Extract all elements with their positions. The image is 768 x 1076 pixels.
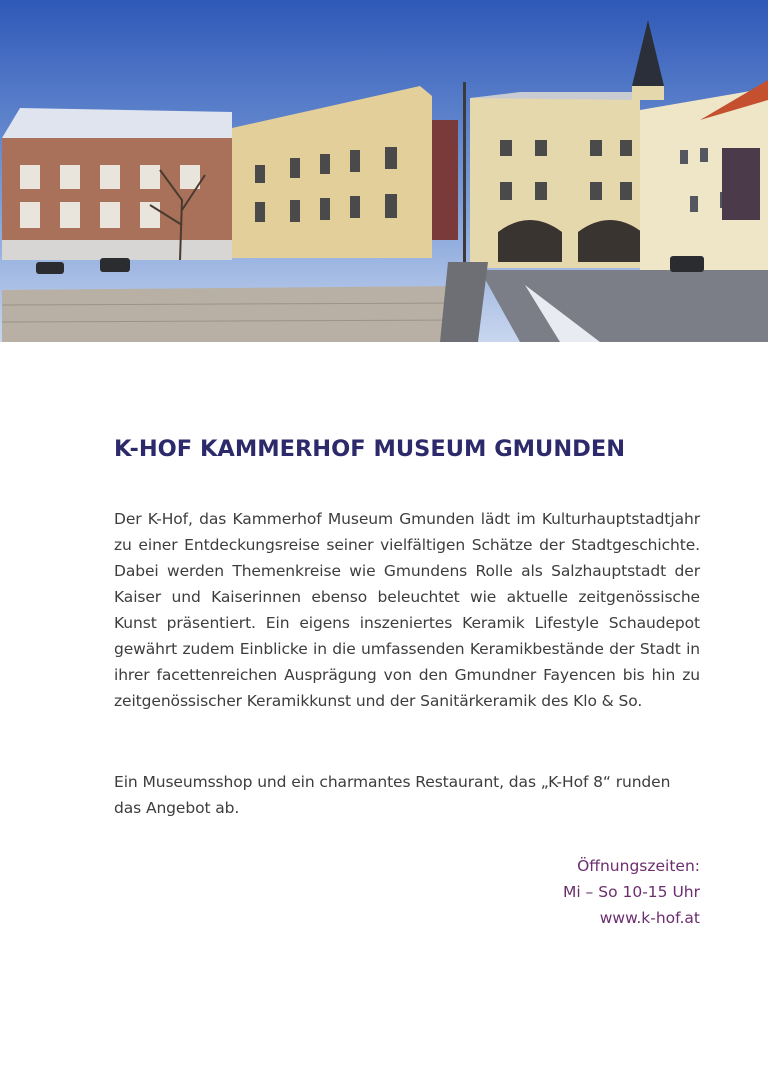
opening-info: [563, 853, 700, 931]
shop-paragraph: Ein Museumsshop und ein charmantes Restaurant, das „K-Hof 8“ runden das Angebot ab.: [114, 773, 671, 817]
opening-hours-heading: Öffnungszeiten:: [577, 857, 700, 875]
page-title: K-HOF KAMMERHOF MUSEUM GMUNDEN: [114, 436, 626, 462]
website-link[interactable]: www.k-hof.at: [599, 909, 700, 927]
opening-hours: Mi – So 10-15 Uhr: [562, 883, 700, 901]
intro-paragraph: Der K-Hof, das Kammerhof Museum Gmunden lädt im Kulturhauptstadtjahr zu einer Entdeckungsreise seiner vielfältigen Schätze der Stadtgeschichte. Dabei werden Themenkreise wie Gmundens Rolle als Salzhauptstadt der Kaiser und Kaiserinnen ebenso beleuchtet wie aktuelle zeitgenössische Kunst präsentiert. Ein eigens inszeniertes Keramik Lifestyle Schaudepot gewährt zudem Einblicke in die umfassenden Keramikbestände der Stadt in ihrer facettenreichen Ausprägung von den Gmundner Fayencen bis hin zu zeitgenössischer Keramikkunst und der Sanitärkeramik des Klo & So.: [114, 510, 700, 710]
header-photo: [0, 0, 768, 342]
